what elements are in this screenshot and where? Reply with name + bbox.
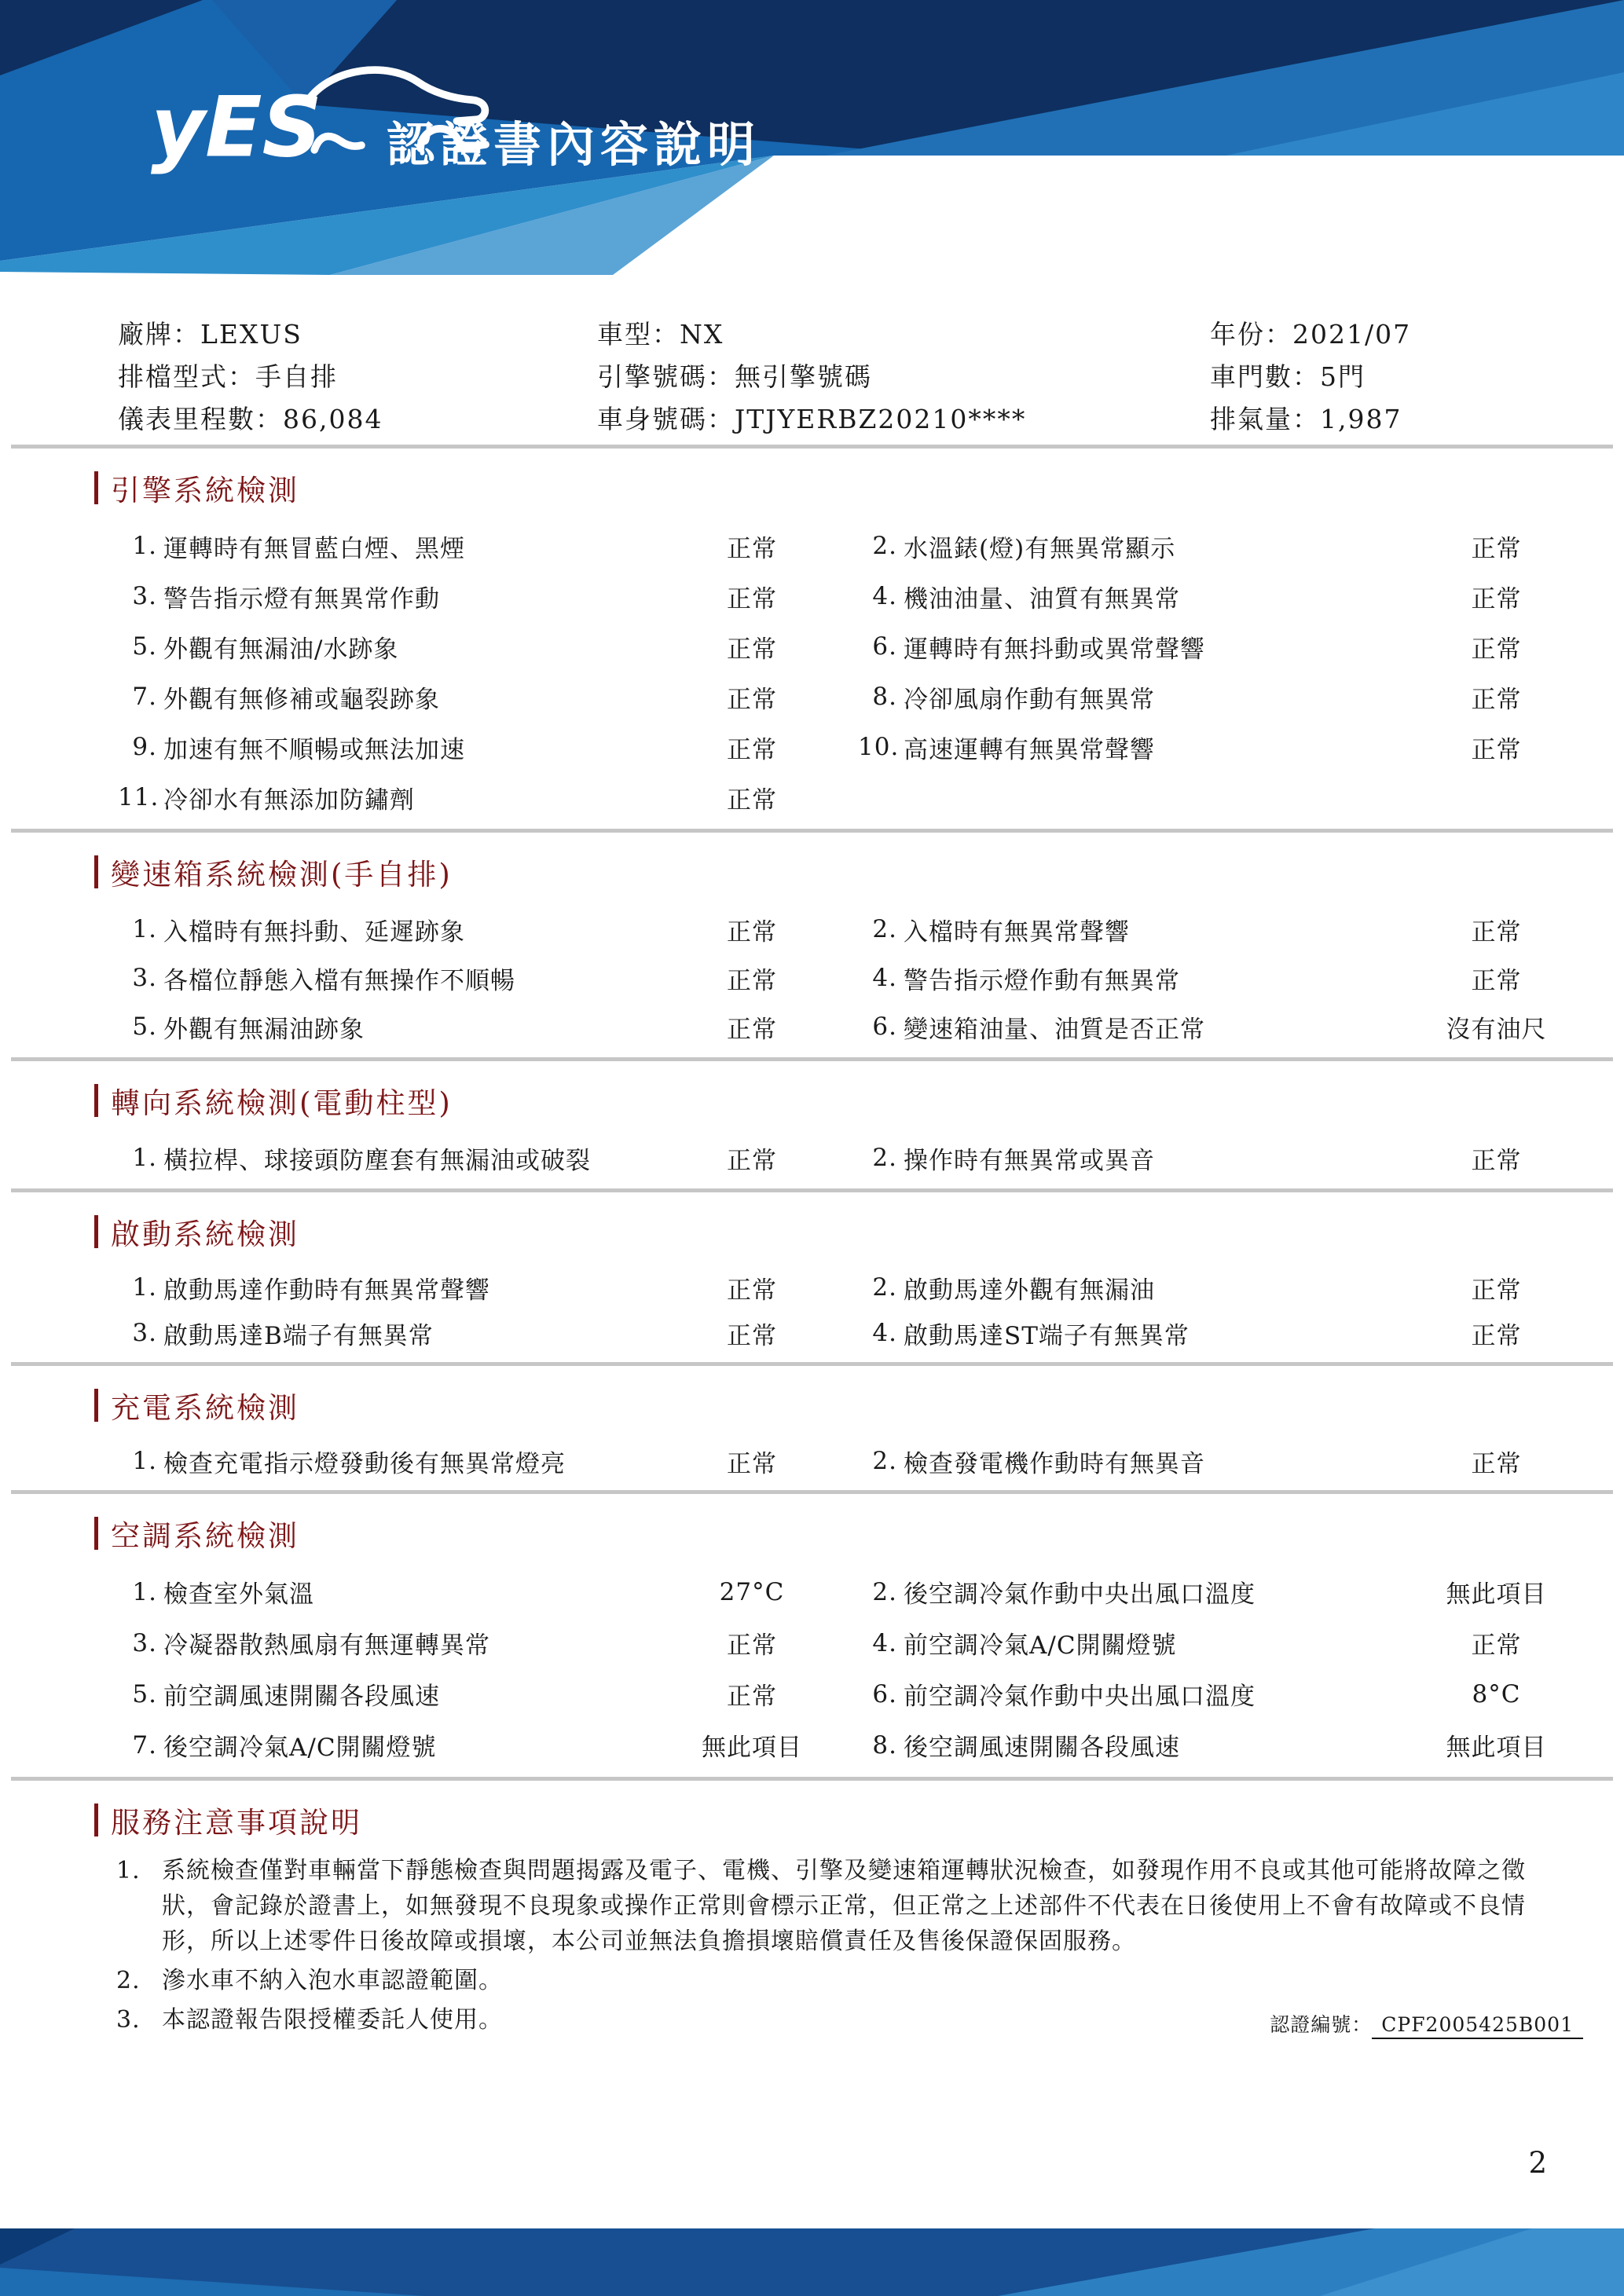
check-row	[0, 1438, 1624, 1484]
item-status: 8°C	[1472, 1679, 1521, 1708]
item-label: 前空調冷氣作動中央出風口溫度	[904, 1683, 1256, 1711]
item-label: 啟動馬達B端子有無異常	[163, 1321, 434, 1350]
item-number: 9.	[132, 733, 157, 761]
item-label: 加速有無不順暢或無法加速	[163, 735, 465, 764]
footer-background	[0, 2228, 1624, 2296]
note-number: 3.	[116, 2006, 141, 2034]
item-number: 2.	[872, 1144, 897, 1172]
check-row	[0, 521, 1624, 571]
check-row	[0, 672, 1624, 722]
item-number: 6.	[872, 632, 897, 661]
item-number: 2.	[872, 1447, 897, 1475]
item-label: 冷凝器散熱風扇有無運轉異常	[163, 1631, 490, 1660]
section-ac	[0, 1494, 1624, 1777]
vehicle-info-row	[118, 396, 1577, 438]
item-status: 正常	[727, 1631, 777, 1660]
item-label: 警告指示燈有無異常作動	[163, 584, 440, 613]
item-number: 4.	[872, 582, 897, 610]
item-status: 正常	[727, 735, 777, 764]
item-number: 4.	[872, 1319, 897, 1347]
certificate-number-line	[1270, 2009, 1583, 2038]
section-header	[94, 1082, 1624, 1119]
item-number: 2.	[872, 1273, 897, 1302]
page-number: 2	[1528, 2146, 1547, 2180]
check-row	[0, 1617, 1624, 1668]
item-status: 沒有油尺	[1446, 1015, 1547, 1044]
item-label: 入檔時有無抖動、延遲跡象	[163, 917, 465, 947]
section-title: 充電系統檢測	[111, 1391, 299, 1425]
item-label: 後空調冷氣A/C開關燈號	[163, 1734, 437, 1762]
section-title: 空調系統檢測	[111, 1519, 299, 1553]
info-doors: 車門數：5門	[1210, 361, 1366, 392]
certificate-number-label: 認證編號：	[1270, 2013, 1373, 2036]
item-number: 3.	[132, 1319, 157, 1347]
item-number: 5.	[132, 632, 157, 661]
item-status: 正常	[1471, 534, 1522, 563]
item-status: 27°C	[719, 1577, 785, 1606]
item-number: 1.	[132, 1447, 157, 1475]
item-status: 正常	[1471, 1276, 1522, 1305]
item-label: 啟動馬達ST端子有無異常	[904, 1321, 1190, 1350]
note-number: 1.	[116, 1857, 141, 1884]
item-label: 變速箱油量、油質是否正常	[904, 1015, 1205, 1044]
section-title: 啟動系統檢測	[111, 1218, 299, 1251]
item-status: 無此項目	[1446, 1734, 1547, 1762]
item-label: 啟動馬達外觀有無漏油	[904, 1276, 1155, 1305]
check-row	[0, 905, 1624, 954]
section-header	[94, 469, 1624, 507]
item-label: 檢查充電指示燈發動後有無異常燈亮	[163, 1449, 566, 1478]
item-number: 7.	[132, 683, 157, 711]
item-number: 3.	[132, 582, 157, 610]
item-number: 6.	[872, 1679, 897, 1708]
item-label: 橫拉桿、球接頭防塵套有無漏油或破裂	[163, 1146, 591, 1175]
item-number: 1.	[132, 1577, 157, 1606]
item-label: 各檔位靜態入檔有無操作不順暢	[163, 966, 515, 995]
item-status: 正常	[1471, 1631, 1522, 1660]
item-status: 無此項目	[702, 1734, 802, 1762]
item-number: 3.	[132, 1628, 157, 1657]
item-number: 7.	[132, 1730, 157, 1760]
info-displacement: 排氣量：1,987	[1210, 403, 1402, 434]
item-number: 6.	[872, 1013, 897, 1041]
section-marker	[94, 471, 98, 504]
item-number: 5.	[132, 1013, 157, 1041]
item-number: 1.	[132, 1144, 157, 1172]
section-marker	[94, 1803, 98, 1836]
item-status: 正常	[1471, 584, 1522, 613]
item-status: 正常	[1471, 966, 1522, 995]
item-status: 正常	[727, 1015, 777, 1044]
section-title: 變速箱系統檢測(手自排)	[111, 858, 453, 892]
certificate-number-value: CPF2005425B001	[1372, 2013, 1583, 2039]
section-starting	[0, 1192, 1624, 1362]
section-header	[94, 1213, 1624, 1251]
section-marker	[94, 1215, 98, 1248]
note-item	[0, 1963, 1624, 1998]
item-status: 正常	[727, 1683, 777, 1711]
info-model: 車型：NX	[597, 318, 724, 350]
info-brand: 廠牌：LEXUS	[118, 318, 302, 350]
section-marker	[94, 1517, 98, 1550]
section-header	[94, 853, 1624, 891]
item-label: 檢查發電機作動時有無異音	[904, 1449, 1205, 1478]
item-number: 1.	[132, 532, 157, 560]
section-marker	[94, 1084, 98, 1117]
item-label: 啟動馬達作動時有無異常聲響	[163, 1276, 490, 1305]
item-status: 正常	[727, 635, 777, 664]
item-label: 前空調冷氣A/C開關燈號	[904, 1631, 1177, 1660]
section-title: 服務注意事項說明	[111, 1806, 362, 1840]
check-row	[0, 571, 1624, 621]
section-header	[94, 1514, 1624, 1552]
check-row	[0, 1668, 1624, 1719]
item-number: 4.	[872, 1628, 897, 1657]
item-label: 入檔時有無異常聲響	[904, 917, 1130, 947]
section-charging	[0, 1366, 1624, 1490]
item-label: 高速運轉有無異常聲響	[904, 735, 1155, 764]
item-label: 外觀有無漏油跡象	[163, 1015, 365, 1044]
item-status: 正常	[1471, 1449, 1522, 1478]
note-item	[0, 1853, 1624, 1959]
item-status: 正常	[727, 685, 777, 714]
item-label: 外觀有無修補或龜裂跡象	[163, 685, 440, 714]
item-status: 正常	[727, 1321, 777, 1350]
check-row	[0, 772, 1624, 822]
check-row	[0, 1133, 1624, 1182]
vehicle-info	[0, 276, 1624, 445]
item-label: 機油油量、油質有無異常	[904, 584, 1180, 613]
item-number: 3.	[132, 964, 157, 992]
item-number: 2.	[872, 915, 897, 943]
section-steering	[0, 1061, 1624, 1188]
section-marker	[94, 855, 98, 888]
note-number: 2.	[116, 1967, 141, 1994]
check-row	[0, 1719, 1624, 1771]
item-number: 10.	[858, 733, 900, 761]
section-transmission	[0, 833, 1624, 1057]
item-number: 8.	[872, 1730, 897, 1760]
item-status: 正常	[1471, 635, 1522, 664]
item-label: 前空調風速開關各段風速	[163, 1683, 440, 1711]
item-status: 正常	[1471, 1321, 1522, 1350]
item-status: 正常	[727, 917, 777, 947]
info-engine-no: 引擎號碼：無引擎號碼	[597, 361, 872, 392]
check-row	[0, 1566, 1624, 1617]
item-label: 操作時有無異常或異音	[904, 1146, 1155, 1175]
item-status: 正常	[727, 534, 777, 563]
section-marker	[94, 1389, 98, 1422]
check-row	[0, 722, 1624, 772]
section-service-notes	[0, 1781, 1624, 2038]
item-number: 11.	[118, 783, 159, 811]
item-label: 外觀有無漏油/水跡象	[163, 635, 399, 664]
vehicle-info-row	[118, 311, 1577, 353]
note-text: 系統檢查僅對車輛當下靜態檢查與問題揭露及電子、電機、引擎及變速箱運轉狀況檢查，如發現作用不良或其他可能將故障之徵狀，會記錄於證書上，如無發現不良現象或操作正常則會標示正常，但正常之上述部件不代表在日後使用上不會有故障或不良情形，所以上述零件日後故障或損壞，本公司並無法負擔損壞賠償責任及售後保證保固服務。	[162, 1857, 1526, 1955]
section-title: 引擎系統檢測	[111, 474, 299, 507]
section-header	[94, 1386, 1624, 1424]
vehicle-info-row	[118, 353, 1577, 396]
info-vin: 車身號碼：JTJYERBZ20210****	[597, 403, 1027, 434]
item-status: 正常	[1471, 1146, 1522, 1175]
item-label: 運轉時有無冒藍白煙、黑煙	[163, 534, 465, 563]
item-label: 冷卻風扇作動有無異常	[904, 685, 1155, 714]
info-year: 年份：2021/07	[1210, 318, 1412, 350]
item-label: 後空調冷氣作動中央出風口溫度	[904, 1580, 1256, 1609]
item-label: 後空調風速開關各段風速	[904, 1734, 1180, 1762]
check-row	[0, 1265, 1624, 1310]
check-row	[0, 1002, 1624, 1051]
info-mileage: 儀表里程數：86,084	[118, 403, 383, 434]
item-status: 正常	[1471, 735, 1522, 764]
yes-logo-text: yES	[151, 79, 322, 177]
item-status: 正常	[727, 1146, 777, 1175]
note-text: 滲水車不納入泡水車認證範圍。	[162, 1967, 503, 1994]
note-text: 本認證報告限授權委託人使用。	[162, 2006, 503, 2034]
item-number: 4.	[872, 964, 897, 992]
item-label: 水溫錶(燈)有無異常顯示	[904, 534, 1176, 563]
item-status: 正常	[727, 584, 777, 613]
item-label: 檢查室外氣溫	[163, 1580, 314, 1609]
item-label: 警告指示燈作動有無異常	[904, 966, 1180, 995]
page-title: 認證書內容說明	[387, 117, 761, 173]
item-number: 8.	[872, 683, 897, 711]
item-number: 1.	[132, 915, 157, 943]
info-gearbox: 排檔型式：手自排	[118, 361, 338, 392]
section-title: 轉向系統檢測(電動柱型)	[111, 1086, 453, 1120]
page-footer	[0, 2228, 1624, 2296]
check-row	[0, 954, 1624, 1002]
item-number: 2.	[872, 532, 897, 560]
item-status: 正常	[727, 1276, 777, 1305]
item-number: 5.	[132, 1679, 157, 1708]
item-number: 1.	[132, 1273, 157, 1302]
item-label: 運轉時有無抖動或異常聲響	[904, 635, 1205, 664]
item-status: 正常	[1471, 917, 1522, 947]
check-row	[0, 1310, 1624, 1356]
page-header	[0, 0, 1624, 276]
check-row	[0, 621, 1624, 672]
item-status: 正常	[727, 1449, 777, 1478]
item-number: 2.	[872, 1577, 897, 1606]
item-label: 冷卻水有無添加防鏽劑	[163, 785, 415, 815]
item-status: 正常	[727, 785, 777, 815]
item-status: 無此項目	[1446, 1580, 1547, 1609]
section-engine	[0, 449, 1624, 829]
section-header	[94, 1801, 1624, 1839]
item-status: 正常	[727, 966, 777, 995]
item-status: 正常	[1471, 685, 1522, 714]
